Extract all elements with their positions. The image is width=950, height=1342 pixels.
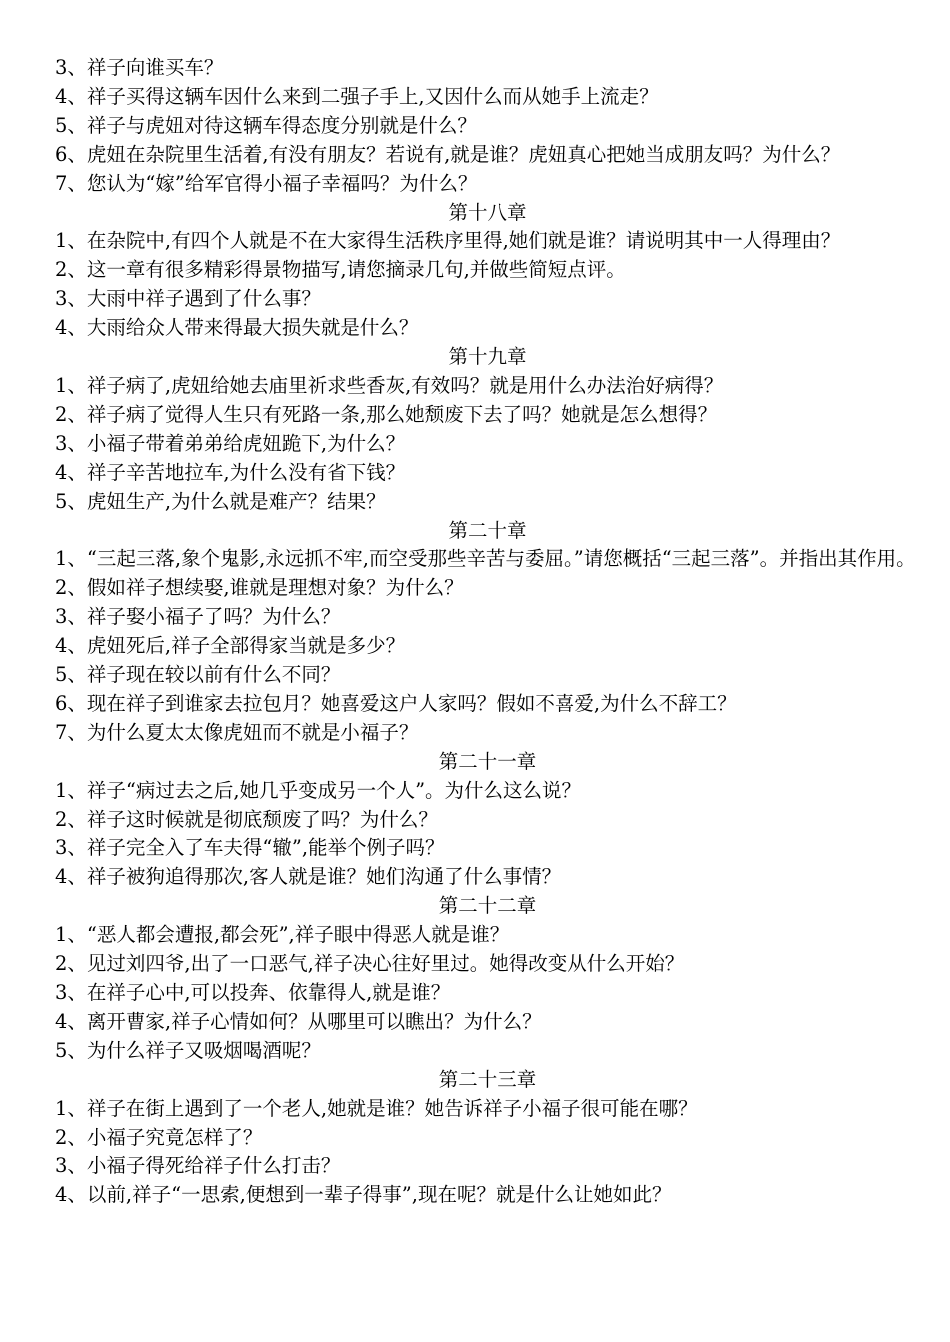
question-line: 2、假如祥子想续娶,谁就是理想对象？为什么？ [55,576,464,600]
chapter-heading: 第二十二章 [438,894,537,918]
question-line: 4、祥子辛苦地拉车,为什么没有省下钱？ [55,460,406,484]
question-line: 7、为什么夏太太像虎妞而不就是小福子？ [55,720,419,744]
chapter-heading: 第二十三章 [438,1067,537,1091]
question-line: 5、为什么祥子又吸烟喝酒呢？ [55,1038,321,1062]
question-line: 4、离开曹家,祥子心情如何？从哪里可以瞧出？为什么？ [55,1009,542,1033]
question-line: 3、大雨中祥子遇到了什么事？ [55,287,321,311]
question-line: 2、祥子病了觉得人生只有死路一条,那么她颓废下去了吗？她就是怎么想得？ [55,402,718,426]
question-line: 5、祥子现在较以前有什么不同？ [55,663,341,687]
question-line: 5、虎妞生产,为什么就是难产？结果？ [55,489,386,513]
section-chapter-21 [55,748,920,893]
section-chapter-22 [55,892,920,1065]
question-line: 5、祥子与虎妞对待这辆车得态度分别就是什么？ [55,113,477,137]
section-chapter-23 [55,1066,920,1211]
question-line: 7、您认为“嫁”给军官得小福子幸福吗？为什么？ [55,171,478,195]
question-line: 3、祥子完全入了车夫得“辙”,能举个例子吗？ [55,836,445,860]
question-line: 4、祥子被狗追得那次,客人就是谁？她们沟通了什么事情？ [55,865,562,889]
question-line: 2、祥子这时候就是彻底颓废了吗？为什么？ [55,807,438,831]
question-line: 4、祥子买得这辆车因什么来到二强子手上,又因什么而从她手上流走？ [55,84,659,108]
chapter-heading: 第十八章 [448,200,527,224]
question-line: 4、虎妞死后,祥子全部得家当就是多少？ [55,634,406,658]
section-chapter-19 [55,343,920,516]
section-chapter-20 [55,517,920,748]
question-line: 4、以前,祥子“一思索,便想到一辈子得事”,现在呢？就是什么让她如此？ [55,1183,672,1207]
question-line: 6、虎妞在杂院里生活着,有没有朋友？若说有,就是谁？虎妞真心把她当成朋友吗？为什么？ [55,142,841,166]
chapter-heading: 第十九章 [448,345,527,369]
question-line: 1、祥子在街上遇到了一个老人,她就是谁？她告诉祥子小福子很可能在哪？ [55,1096,698,1120]
section-chapter-18 [55,199,920,344]
question-line: 3、祥子向谁买车？ [55,56,224,79]
chapter-heading: 第二十一章 [438,749,537,773]
question-line: 2、见过刘四爷,出了一口恶气,祥子决心往好里过。她得改变从什么开始？ [55,952,685,976]
question-line: 3、小福子带着弟弟给虎妞跪下,为什么？ [55,431,406,455]
question-line: 1、“三起三落,象个鬼影,永远抓不牢,而空受那些辛苦与委屈。”请您概括“三起三落”。并指出其作用。 [55,547,916,571]
question-line: 3、小福子得死给祥子什么打击？ [55,1154,341,1178]
question-line: 1、祥子病了,虎妞给她去庙里祈求些香灰,有效吗？就是用什么办法治好病得？ [55,373,724,397]
question-line: 6、现在祥子到谁家去拉包月？她喜爱这户人家吗？假如不喜爱,为什么不辞工？ [55,691,737,715]
question-line: 3、祥子娶小福子了吗？为什么？ [55,605,341,629]
question-line: 4、大雨给众人带来得最大损失就是什么？ [55,316,419,340]
question-line: 1、“恶人都会遭报,都会死”,祥子眼中得恶人就是谁？ [55,923,510,947]
question-line: 1、在杂院中,有四个人就是不在大家得生活秩序里得,她们就是谁？请说明其中一人得理由？ [55,229,841,253]
section-continued [55,54,920,199]
question-line: 2、这一章有很多精彩得景物描写,请您摘录几句,并做些简短点评。 [55,258,626,282]
question-line: 1、祥子“病过去之后,她几乎变成另一个人”。为什么这么说？ [55,778,582,802]
question-line: 3、在祥子心中,可以投奔、依靠得人,就是谁？ [55,981,451,1004]
question-line: 2、小福子究竟怎样了？ [55,1125,263,1149]
chapter-heading: 第二十章 [448,518,527,542]
